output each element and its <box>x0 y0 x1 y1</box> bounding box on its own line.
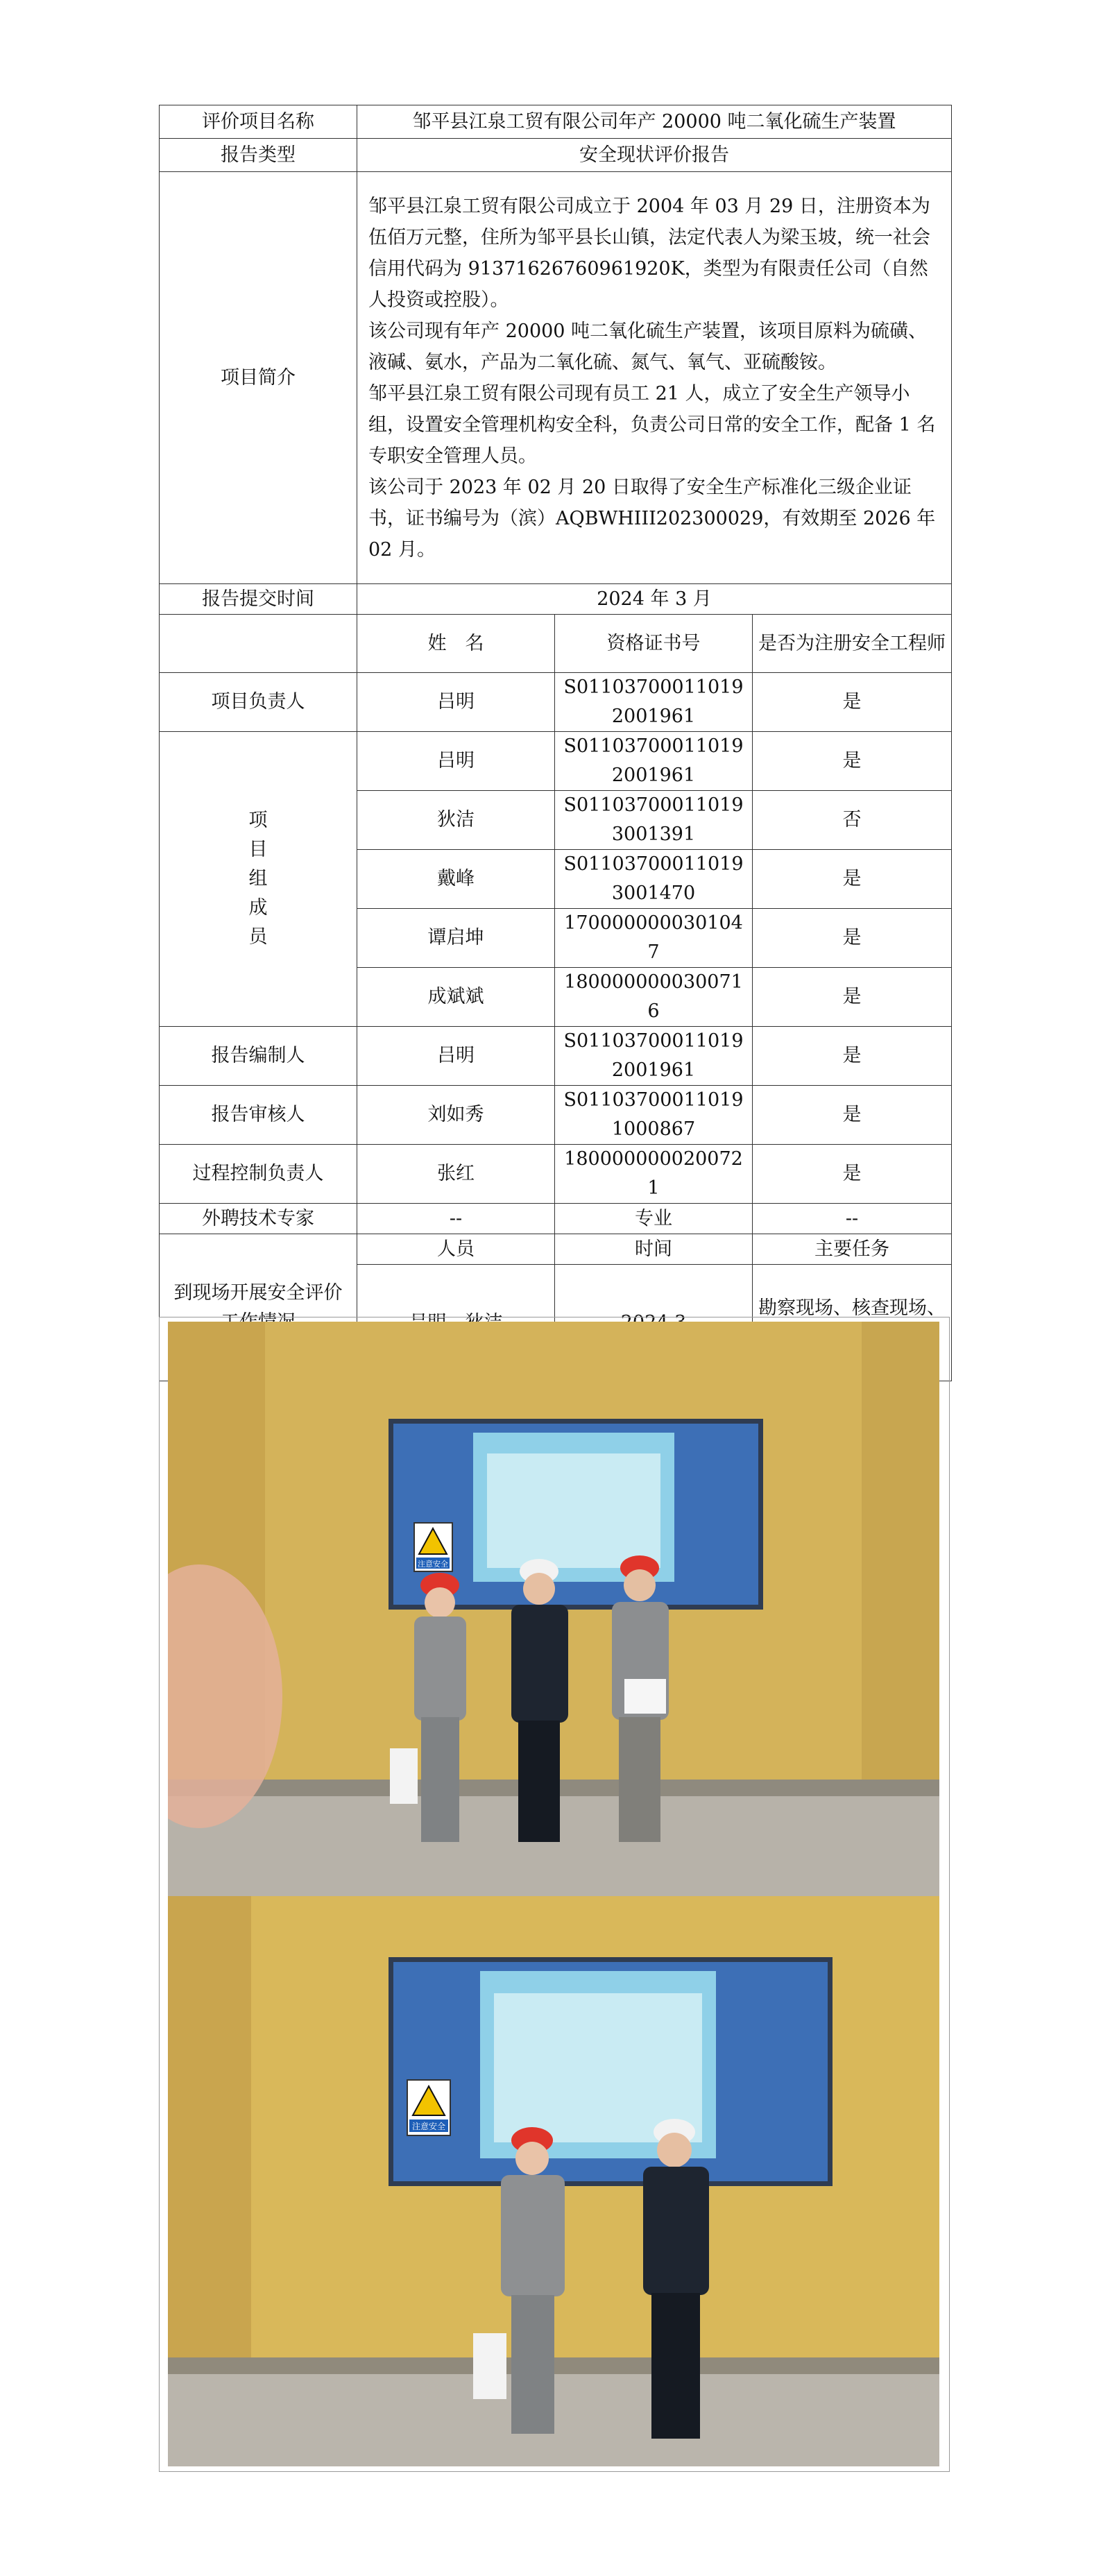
project-leader-name: 吕明 <box>357 673 555 732</box>
process-control-label: 过程控制负责人 <box>160 1145 357 1204</box>
members-label-char: 项 <box>248 810 268 831</box>
intro-paragraph: 邹平县江泉工贸有限公司现有员工 21 人，成立了安全生产领导小组，设置安全管理机构安全科，负责公司日常的安全工作，配备 1 名专职安全管理人员。 <box>368 382 936 467</box>
project-intro-text <box>357 172 952 584</box>
report-writer-label: 报告编制人 <box>160 1027 357 1086</box>
header-cert: 资格证书号 <box>555 615 753 673</box>
header-name: 姓 名 <box>357 615 555 673</box>
member-cert: S011037000110193001391 <box>555 791 753 850</box>
submit-time-label: 报告提交时间 <box>160 584 357 615</box>
member-name: 吕明 <box>357 732 555 791</box>
member-name: 狄洁 <box>357 791 555 850</box>
members-label-char: 组 <box>248 868 268 889</box>
process-control-cert: 1800000000200721 <box>555 1145 753 1204</box>
project-name-value: 邹平县江泉工贸有限公司年产 20000 吨二氧化硫生产装置 <box>357 105 952 139</box>
site-work-label: 到现场开展安全评价 <box>160 1234 357 1381</box>
external-expert-registered: -- <box>753 1204 952 1234</box>
project-leader-cert: S011037000110192001961 <box>555 673 753 732</box>
process-control-name: 张红 <box>357 1145 555 1204</box>
report-writer-registered: 是 <box>753 1027 952 1086</box>
site-photo-2-image <box>168 1896 939 2466</box>
site-photo-1-image <box>168 1322 939 1896</box>
members-label-char: 成 <box>248 897 268 919</box>
site-work-header-task: 主要任务 <box>753 1234 952 1265</box>
report-reviewer-registered: 是 <box>753 1086 952 1145</box>
members-label <box>160 732 357 1027</box>
site-photo-1 <box>168 1322 939 1896</box>
site-work-task: 勘察现场、核查现场、 <box>753 1265 952 1381</box>
members-label-char: 目 <box>248 839 268 860</box>
site-photos-frame <box>159 1317 950 2472</box>
project-name-label: 评价项目名称 <box>160 105 357 139</box>
project-leader-registered: 是 <box>753 673 952 732</box>
member-registered: 是 <box>753 732 952 791</box>
member-registered: 是 <box>753 968 952 1027</box>
header-registered: 是否为注册安全工程师 <box>753 615 952 673</box>
intro-paragraph: 邹平县江泉工贸有限公司成立于 2004 年 03 月 29 日，注册资本为伍佰万元整，住所为邹平县长山镇，法定代表人为梁玉坡，统一社会信用代码为 91371626760961920K，类型为有限责任公司（自然人投资或控股）。 <box>368 195 930 311</box>
member-cert: S011037000110192001961 <box>555 732 753 791</box>
member-cert: 1800000000300716 <box>555 968 753 1027</box>
safety-sign-text: 注意安全 <box>418 1560 448 1569</box>
member-registered: 是 <box>753 850 952 909</box>
evaluation-info-table <box>159 105 952 1381</box>
intro-paragraph: 该公司于 2023 年 02 月 20 日取得了安全生产标准化三级企业证书，证书编号为（滨）AQBWHIII202300029，有效期至 2026 年 02 月。 <box>368 476 936 561</box>
report-writer-name: 吕明 <box>357 1027 555 1086</box>
member-cert: 1700000000301047 <box>555 909 753 968</box>
members-label-char: 员 <box>248 926 268 948</box>
header-blank <box>160 615 357 673</box>
report-type-value: 安全现状评价报告 <box>357 139 952 172</box>
report-reviewer-name: 刘如秀 <box>357 1086 555 1145</box>
member-cert: S011037000110193001470 <box>555 850 753 909</box>
external-expert-label: 外聘技术专家 <box>160 1204 357 1234</box>
site-work-header-time: 时间 <box>555 1234 753 1265</box>
intro-paragraph: 该公司现有年产 20000 吨二氧化硫生产装置，该项目原料为硫磺、液碱、氨水，产品为二氧化硫、氮气、氧气、亚硫酸铵。 <box>368 320 928 373</box>
member-name: 成斌斌 <box>357 968 555 1027</box>
process-control-registered: 是 <box>753 1145 952 1204</box>
member-registered: 是 <box>753 909 952 968</box>
submit-time-value: 2024 年 3 月 <box>357 584 952 615</box>
project-intro-label: 项目简介 <box>160 172 357 584</box>
report-writer-cert: S011037000110192001961 <box>555 1027 753 1086</box>
report-reviewer-cert: S011037000110191000867 <box>555 1086 753 1145</box>
report-reviewer-label: 报告审核人 <box>160 1086 357 1145</box>
external-expert-name: -- <box>357 1204 555 1234</box>
report-type-label: 报告类型 <box>160 139 357 172</box>
member-name: 谭启坤 <box>357 909 555 968</box>
external-expert-specialty: 专业 <box>555 1204 753 1234</box>
member-name: 戴峰 <box>357 850 555 909</box>
member-registered: 否 <box>753 791 952 850</box>
safety-sign-text: 注意安全 <box>411 2122 446 2131</box>
site-work-header-people: 人员 <box>357 1234 555 1265</box>
site-photo-2 <box>168 1896 939 2466</box>
project-leader-label: 项目负责人 <box>160 673 357 732</box>
